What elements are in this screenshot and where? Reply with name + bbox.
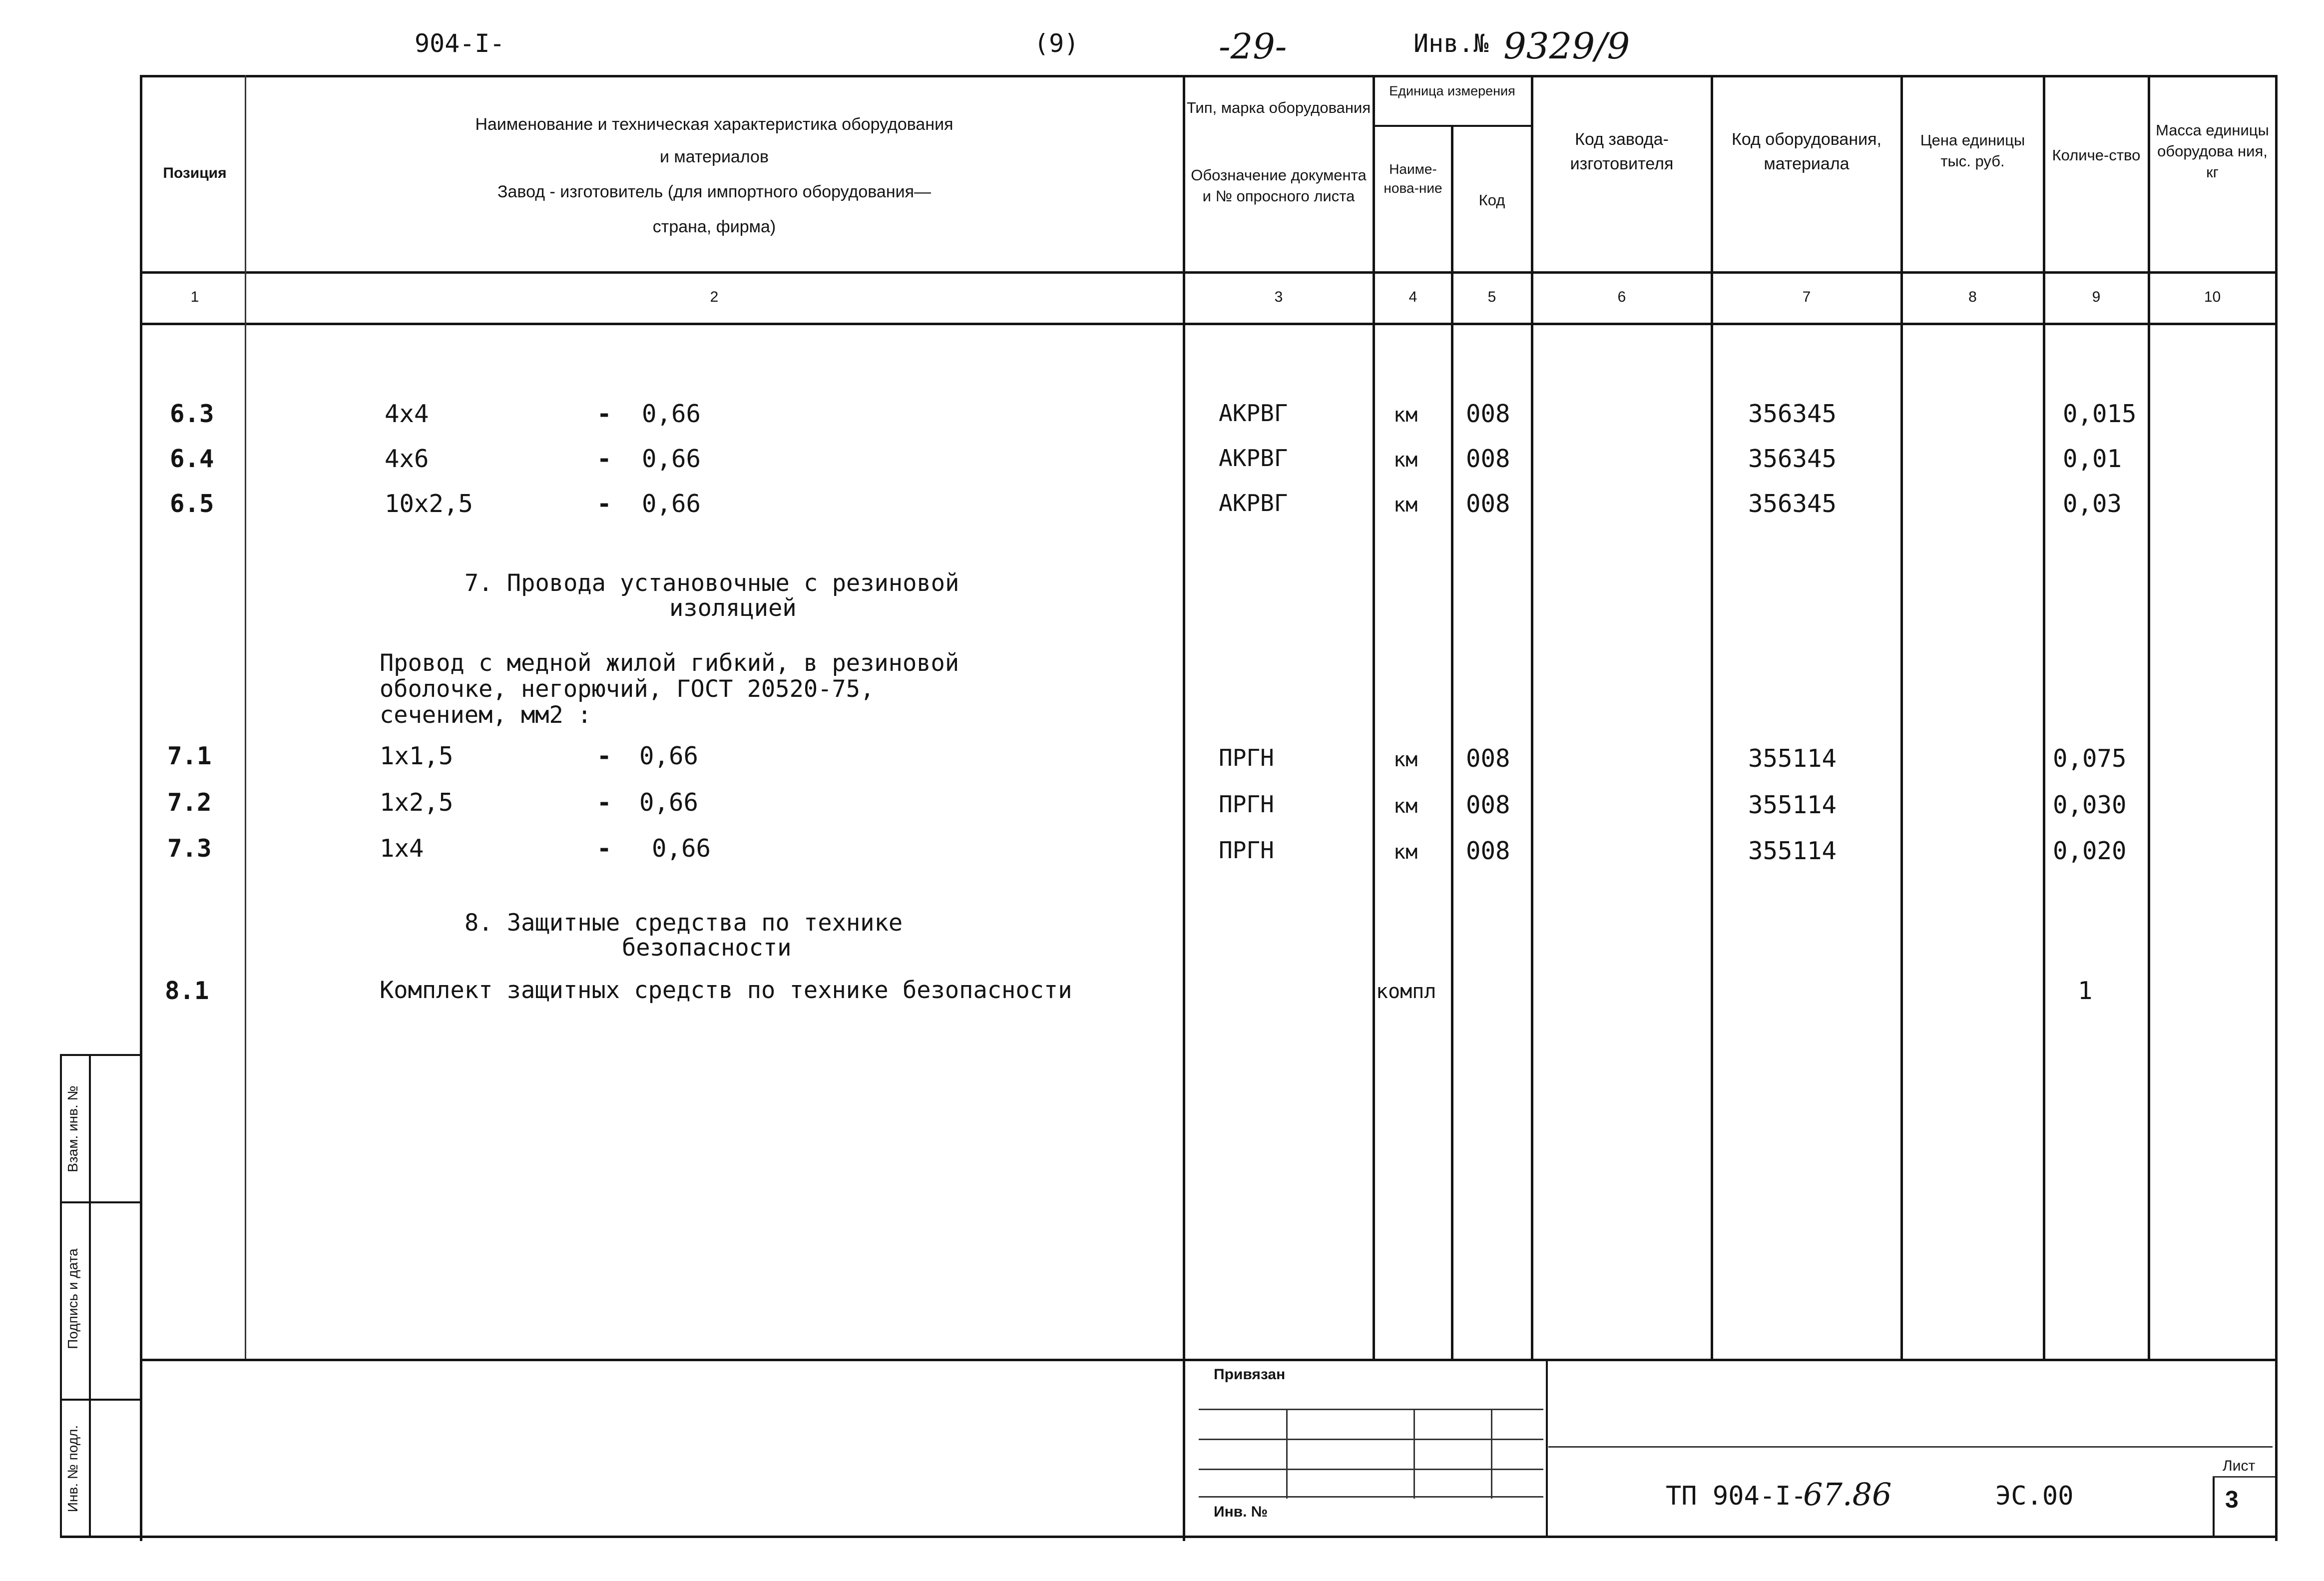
row-code: 008 [1466,744,1510,773]
header-position: Позиция [163,165,227,181]
row-name: 4x4 [385,400,429,428]
row-voltage: 0,66 [639,788,699,817]
col-number-6: 6 [1617,289,1626,305]
header-material-code: Код оборудования, материала [1732,130,1881,174]
header-name-line4: страна, фирма) [652,217,776,236]
series-number: 904-I- [415,29,505,58]
header-name-line3: Завод - изготовитель (для импортного оборудования— [497,182,931,201]
row-code: 008 [1466,445,1510,473]
header-name-line2: и материалов [659,147,769,166]
row-material-code: 355114 [1748,791,1837,819]
page-number-handwritten: -29- [1219,26,1287,67]
row-unit: км [1394,449,1418,472]
document-code-handwritten: 67.86 [1803,1476,1892,1513]
inv-no-label: Инв. № [1214,1504,1268,1520]
row-voltage: 0,66 [639,742,699,770]
row-name: Комплект защитных средств по технике безопасности [380,977,1072,1004]
header-quantity: Количе-ство [2052,146,2141,164]
section-code: ЭС.00 [1995,1481,2074,1511]
row-unit: км [1394,748,1418,771]
col-number-9: 9 [2092,289,2101,305]
row-position: 7.1 [167,742,212,770]
header-unit-group: Единица измерения [1389,83,1515,98]
header-mass: Масса единицы оборудова ния, кг [2156,121,2269,181]
row-position: 6.3 [170,400,214,428]
row-dash: - [597,445,612,473]
sheet-paren: (9) [1034,29,1079,58]
header-document: Обозначение документа и № опросного листа [1191,166,1367,205]
row-position: 8.1 [165,977,209,1005]
row-material-code: 355114 [1748,837,1837,865]
row-quantity: 0,015 [2063,400,2137,428]
row-dash: - [597,400,612,428]
row-position: 7.2 [167,788,212,817]
row-type: ПРГН [1219,744,1274,771]
header-price: Цена единицы тыс. руб. [1920,131,2025,170]
row-material-code: 356345 [1748,445,1837,473]
col-number-2: 2 [710,289,719,305]
row-name: 1x2,5 [380,788,454,817]
row-name: 1x1,5 [380,742,454,770]
section-7-title-line1: 7. Провода установочные с резиновой [465,569,959,597]
sheet-number: 3 [2225,1487,2239,1513]
header-type: Тип, марка оборудования [1186,99,1371,116]
row-voltage: 0,66 [642,490,701,518]
row-material-code: 356345 [1748,400,1837,428]
section-7-desc-line3: сечением, мм2 : [380,701,592,729]
header-name-line1: Наименование и техническая характеристика оборудования [475,115,953,134]
row-quantity: 1 [2078,977,2093,1005]
section-8-title-line1: 8. Защитные средства по технике [465,909,903,937]
row-dash: - [597,490,612,518]
col-number-8: 8 [1968,289,1977,305]
row-unit: км [1394,494,1418,517]
col-number-1: 1 [190,289,199,305]
linked-label: Привязан [1214,1366,1286,1383]
row-code: 008 [1466,490,1510,518]
header-unit-name: Наиме-нова-ние [1384,161,1442,196]
row-quantity: 0,01 [2063,445,2122,473]
row-type: АКРВГ [1219,400,1288,427]
col-number-10: 10 [2204,289,2221,305]
document-code-prefix: ТП 904-I- [1666,1481,1807,1511]
inventory-label: Инв.№ [1413,29,1489,58]
row-voltage: 0,66 [652,834,711,863]
col-number-5: 5 [1487,289,1496,305]
row-unit: компл [1376,980,1436,1003]
row-dash: - [597,834,612,863]
row-quantity: 0,03 [2063,490,2122,518]
row-voltage: 0,66 [642,445,701,473]
row-code: 008 [1466,837,1510,865]
sheet-label: Лист [2223,1458,2256,1474]
row-unit: км [1394,841,1418,864]
col-number-7: 7 [1802,289,1811,305]
row-code: 008 [1466,400,1510,428]
inventory-number-handwritten: 9329/9 [1503,25,1630,67]
section-7-title-line2: изоляцией [669,594,797,622]
section-7-desc-line2: оболочке, негорючий, ГОСТ 20520-75, [380,675,875,703]
row-type: ПРГН [1219,791,1274,818]
section-7-desc-line1: Провод с медной жилой гибкий, в резиновой [380,649,959,677]
side-label-replaced-inv: Взам. инв. № [65,1085,80,1172]
side-label-signature-date: Подпись и дата [65,1248,80,1349]
row-type: АКРВГ [1219,490,1288,517]
row-unit: км [1394,795,1418,818]
row-code: 008 [1466,791,1510,819]
side-label-original-inv: Инв. № подл. [65,1425,80,1513]
row-position: 6.4 [170,445,214,473]
section-8-title-line2: безопасности [622,934,792,962]
row-unit: км [1394,404,1418,427]
row-position: 6.5 [170,490,214,518]
row-quantity: 0,075 [2053,744,2127,773]
col-number-4: 4 [1408,289,1417,305]
row-name: 10x2,5 [385,490,473,518]
row-name: 1x4 [380,834,424,863]
row-name: 4x6 [385,445,429,473]
row-material-code: 355114 [1748,744,1837,773]
header-factory-code: Код завода-изготовителя [1570,130,1674,174]
header-unit-code: Код [1478,191,1505,209]
row-dash: - [597,742,612,770]
col-number-3: 3 [1274,289,1283,305]
row-type: АКРВГ [1219,445,1288,472]
row-quantity: 0,020 [2053,837,2127,865]
row-position: 7.3 [167,834,212,863]
row-type: ПРГН [1219,837,1274,864]
row-quantity: 0,030 [2053,791,2127,819]
row-voltage: 0,66 [642,400,701,428]
row-dash: - [597,788,612,817]
row-material-code: 356345 [1748,490,1837,518]
